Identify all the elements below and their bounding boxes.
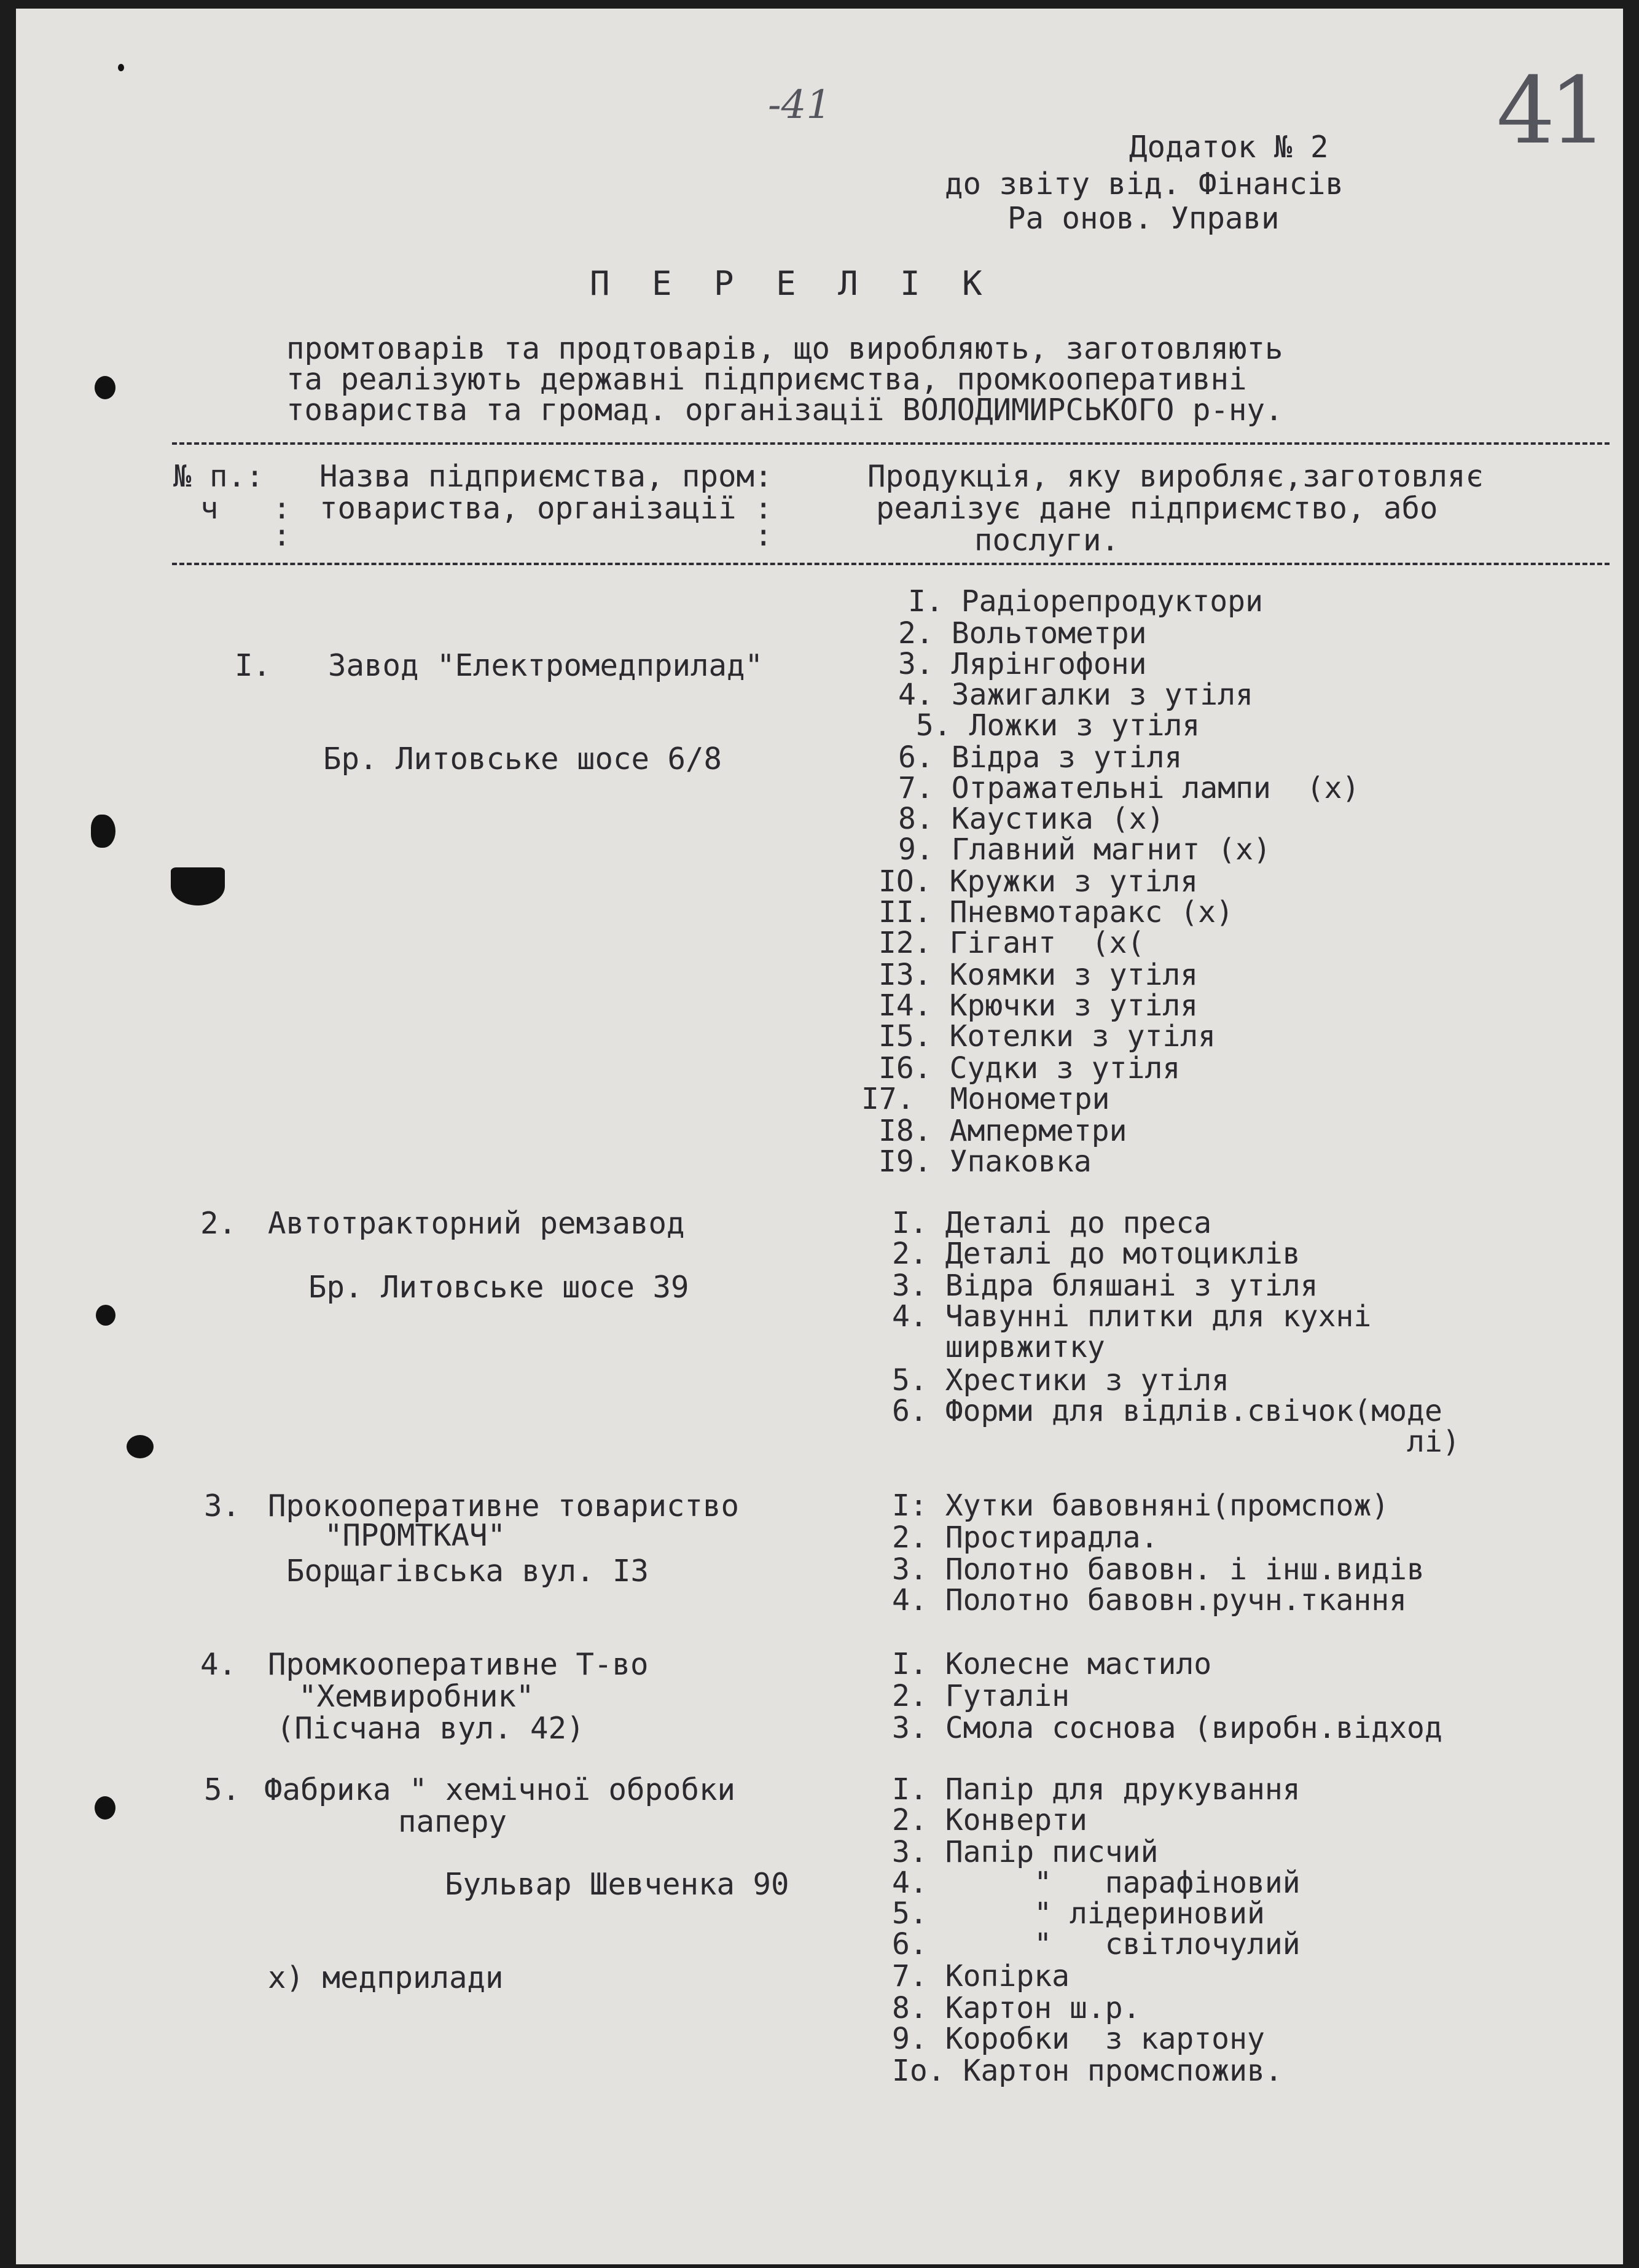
product-item: 7. Отражательні лампи (х) xyxy=(898,771,1360,805)
product-item: Iо. Картон промспожив. xyxy=(892,2054,1283,2088)
document-page xyxy=(16,9,1623,2264)
enterprise-number: 5. xyxy=(204,1772,241,1807)
product-item: 9. Коробки з картону xyxy=(892,2022,1265,2056)
product-item: 8. Картон ш.р. xyxy=(892,1991,1141,2025)
product-item: лі) xyxy=(892,1425,1460,1459)
product-item: 2. Вольтометри xyxy=(898,616,1147,651)
product-item: 3. Відра бляшані з утіля xyxy=(892,1269,1318,1303)
product-item: 2. Простирадла. xyxy=(892,1520,1159,1555)
enterprise-name: Завод "Електромедприлад" xyxy=(328,648,764,683)
product-item: ширвжитку xyxy=(892,1330,1105,1364)
enterprise-address: Бр. Литовське шосе 6/8 xyxy=(323,741,722,776)
enterprise-number: 3. xyxy=(204,1488,241,1523)
product-item: I. Папір для друкування xyxy=(892,1772,1301,1807)
product-item: 5. " лідериновий xyxy=(892,1896,1265,1931)
product-item: I8. Амперметри xyxy=(878,1114,1127,1148)
product-item: 6. " світлочулий xyxy=(892,1927,1301,1961)
enterprise-address: Бр. Литовське шосе 39 xyxy=(308,1270,689,1305)
product-item: 6. Форми для відлів.свічок(моде xyxy=(892,1394,1442,1428)
product-item: I: Хутки бавовняні(промспож) xyxy=(892,1488,1390,1523)
header-number-3: : xyxy=(200,518,291,553)
product-item: 5. Ложки з утіля xyxy=(898,708,1200,743)
corner-number: 41 xyxy=(1496,58,1602,165)
header-number-2: ч : xyxy=(200,491,291,526)
page-number: -41 xyxy=(768,82,832,128)
document-title: П Е Р Е Л І К xyxy=(590,264,993,303)
enterprise-name: Фабрика " хемічної обробки xyxy=(264,1772,736,1807)
product-item: 3. Лярінгофони xyxy=(898,647,1147,681)
enterprise-address: Бульвар Шевченка 90 xyxy=(445,1867,789,1902)
header-products-2: реалізує дане підприємство, або xyxy=(876,491,1438,526)
product-item: 6. Відра з утіля xyxy=(898,740,1183,775)
enterprise-address: Борщагівська вул. I3 xyxy=(286,1554,649,1589)
binder-hole xyxy=(118,64,124,71)
enterprise-address: (Пісчана вул. 42) xyxy=(276,1711,585,1746)
header-products-1: Продукція, яку виробляє,заготовляє xyxy=(867,459,1484,494)
header-name-2: товариства, організації : xyxy=(319,491,773,526)
product-item: I. Радіорепродуктори xyxy=(908,584,1263,619)
product-item: 4. Полотно бавовн.ручн.ткання xyxy=(892,1583,1407,1617)
product-item: I2. Гігант (х( xyxy=(878,926,1145,960)
product-item: I. Колесне мастило xyxy=(892,1647,1212,1681)
product-item: I3. Коямки з утіля xyxy=(878,958,1199,992)
product-item: 2. Деталі до мотоциклів xyxy=(892,1237,1301,1271)
binder-hole xyxy=(96,1305,115,1326)
product-item: 3. Полотно бавовн. і інш.видів xyxy=(892,1552,1425,1587)
product-item: 7. Копірка xyxy=(892,1959,1070,1993)
header-name-1: Назва підприємства, пром: xyxy=(319,459,773,494)
binder-hole xyxy=(95,1796,115,1820)
enterprise-name: Прокооперативне товариство xyxy=(268,1488,740,1523)
product-item: IO. Кружки з утіля xyxy=(878,864,1199,899)
product-item: 4. Зажигалки з утіля xyxy=(898,678,1253,712)
header-name-3: : xyxy=(319,518,773,553)
enterprise-name-line-2: "Хемвиробник" xyxy=(299,1679,534,1714)
enterprise-number: 2. xyxy=(200,1206,237,1241)
product-item: 4. Чавунні плитки для кухні xyxy=(892,1299,1372,1334)
header-number-1: № п.: xyxy=(173,459,264,494)
product-item: 4. " парафіновий xyxy=(892,1866,1301,1900)
enterprise-name-line-2: паперу xyxy=(398,1804,507,1839)
binder-hole xyxy=(91,815,115,848)
product-item: 3. Смола соснова (виробн.відход xyxy=(892,1711,1442,1745)
binder-hole xyxy=(95,376,115,399)
binder-hole xyxy=(171,867,225,905)
header-rule-top xyxy=(172,442,1610,445)
product-item: I. Деталі до преса xyxy=(892,1206,1212,1240)
product-item: I4. Крючки з утіля xyxy=(878,988,1199,1023)
header-products-3: послуги. xyxy=(974,523,1120,558)
appendix-line-2: до звіту від. Фінансів xyxy=(945,166,1344,201)
product-item: I6. Судки з утіля xyxy=(878,1051,1181,1085)
product-item: 9. Главний магнит (х) xyxy=(898,832,1271,867)
enterprise-number: I. xyxy=(235,648,272,683)
appendix-line-1: Додаток № 2 xyxy=(1129,130,1329,165)
appendix-line-3: Ра онов. Управи xyxy=(1007,201,1280,236)
product-item: 3. Папір писчий xyxy=(892,1835,1159,1869)
enterprise-name-line-2: "ПРОМТКАЧ" xyxy=(324,1518,506,1553)
product-item: I9. Упаковка xyxy=(878,1144,1092,1179)
enterprise-number: 4. xyxy=(200,1647,237,1682)
binder-hole xyxy=(127,1435,154,1458)
enterprise-name: Промкооперативне Т-во xyxy=(268,1647,649,1682)
enterprise-name: Автотракторний ремзавод xyxy=(268,1206,685,1241)
product-item: 2. Конверти xyxy=(892,1803,1087,1837)
subtitle-line-1: промтоварів та продтоварів, що виробляють, заготовляють xyxy=(286,331,1283,366)
product-item: 2. Гуталін xyxy=(892,1679,1070,1713)
footnote: х) медприлади xyxy=(268,1960,504,1995)
product-item: I7. Монометри xyxy=(861,1082,1110,1116)
product-item: II. Пневмотаракс (х) xyxy=(878,895,1234,929)
product-item: 8. Каустика (х) xyxy=(898,802,1165,836)
subtitle-line-3: товариства та громад. організації ВОЛОДИМИРСЬКОГО р-ну. xyxy=(286,393,1283,428)
product-item: 5. Хрестики з утіля xyxy=(892,1363,1230,1398)
subtitle-line-2: та реалізують державні підприємства, промкооперативні xyxy=(286,362,1247,397)
product-item: I5. Котелки з утіля xyxy=(878,1019,1216,1054)
header-rule-bottom xyxy=(172,563,1610,565)
